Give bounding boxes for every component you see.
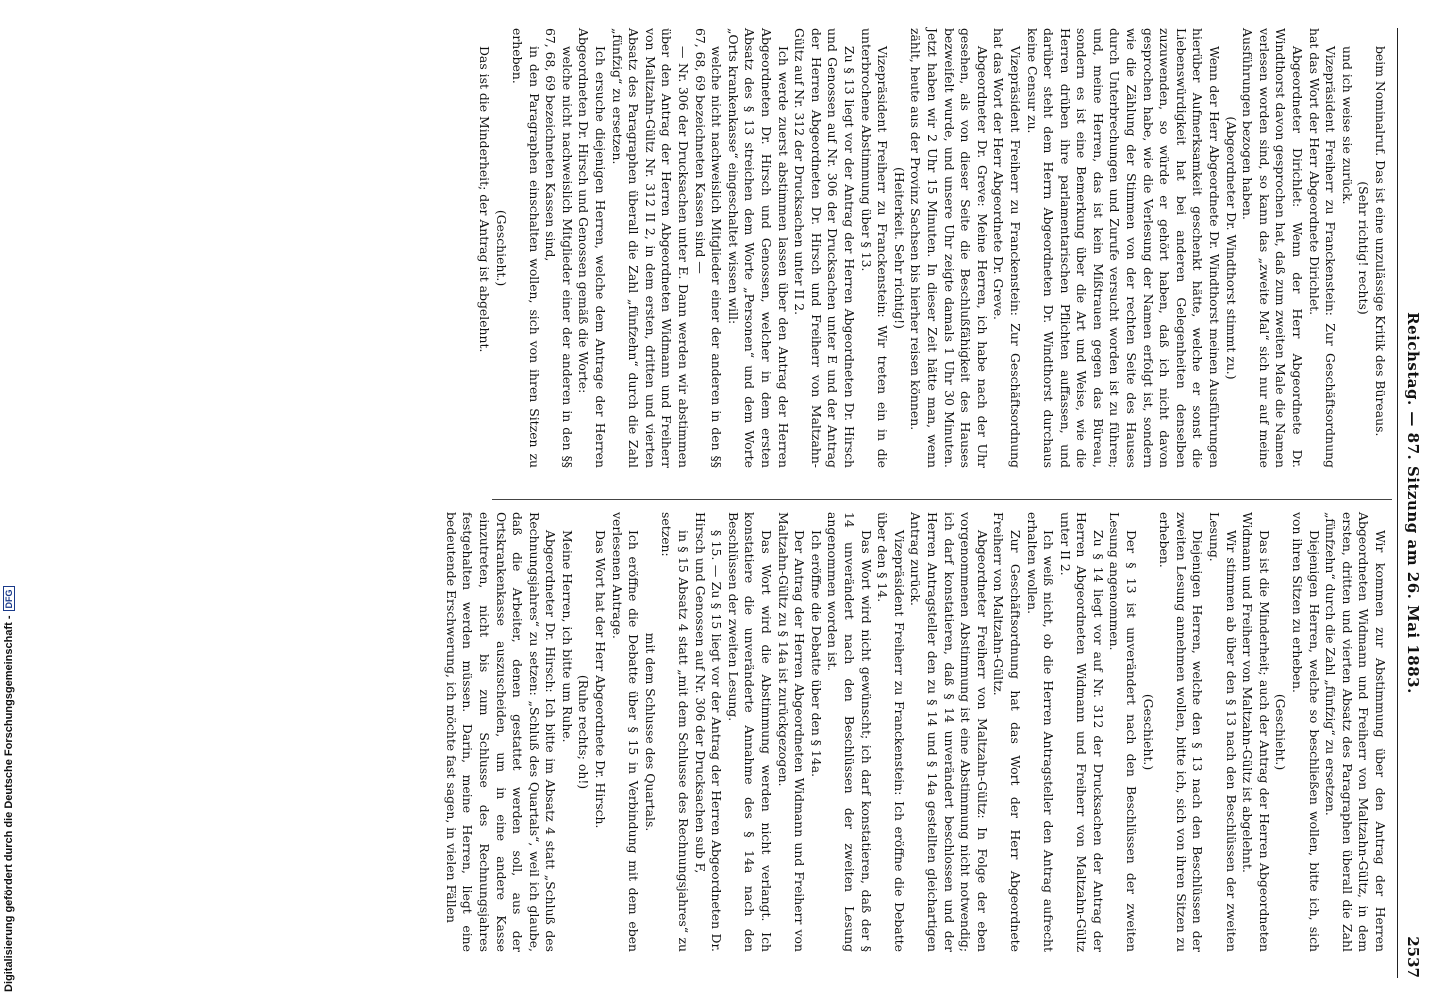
paragraph: Das ist die Minderheit; auch der Antrag der Herren Abgeordneten Widmann und Freiherr von Maltzahn-Gültz ist abgelehnt. <box>1240 512 1272 952</box>
paragraph: Abgeordneter Dirichlet: Wenn der Herr Abgeordnete Dr. Windthorst davon gesprochen hat, daß zum zweiten Male die Namen verlesen worden sind, so kann das „zweite Mal“ sich nur auf meine Ausführungen bezogen haben. <box>1240 28 1306 468</box>
margin-strip <box>0 0 20 1000</box>
paragraph: (Geschieht.) <box>1273 693 1289 771</box>
paragraph: Ich ersuche diejenigen Herren, welche dem Antrage der Herren Abgeordneten Dr. Hirsch und Genossen gemäß die Worte: <box>576 28 609 468</box>
paragraph: Abgeordneter Freiherr von Maltzahn-Gültz: In Folge der eben vorgenommenen Abstimmung ist eine Abstimmung nicht notwendig; ich darf konstatieren, daß § 14 unverändert beschlossen und der Herren Antragsteller den zu § 14 und § 14a gestellten gleichartigen Antrag zurück. <box>908 512 990 952</box>
paragraph: Ich weiß nicht, ob die Herren Antragsteller den Antrag aufrecht erhalten wollen. <box>1024 512 1057 952</box>
paragraph: Ich eröffne die Debatte über den § 14a. <box>808 530 824 778</box>
running-title: Reichstag. — 87. Sitzung am 26. Mai 1883. <box>1404 312 1422 694</box>
left-column <box>475 28 1388 468</box>
scanned-page <box>20 0 1432 1000</box>
paragraph: Ich werde zuerst abstimmen lassen über den Antrag der Herren Abgeordneten Dr. Hirsch und Genossen, welcher in dem ersten Absatz des § 13 streichen dem Worte „Personen“ und dem Worte „Orts krankenkasse“ eingeschaltet wissen will: <box>725 28 791 468</box>
paragraph: (Abgeordneter Dr. Windthorst stimmt zu.) <box>1223 116 1239 380</box>
credit-text: Digitalisierung gefördert durch die Deutsche Forschungsgemeinschaft - <box>3 615 15 992</box>
paragraph: Das Wort hat der Herr Abgeordnete Dr. Hirsch. <box>593 530 609 829</box>
paragraph: (Sehr richtig! rechts) <box>1356 181 1372 315</box>
right-column <box>442 512 1388 952</box>
paragraph: Zu § 13 liegt vor der Antrag der Herren Abgeordneten Dr. Hirsch und Genossen auf Nr. 306 der Drucksachen unter E und der Antrag der Herren Abgeordneten Dr. Hirsch und Freiherr von Maltzahn-Gültz auf Nr. 312 der Drucksachen unter II 2. <box>792 28 857 468</box>
paragraph: Ich eröffne die Debatte über § 15 in Verbindung mit dem eben verlesenen Antrage. <box>609 512 642 952</box>
paragraph: Vizepräsident Freiherr zu Franckenstein: Zur Geschäftsordnung hat das Wort der Herr Abgeordnete Dirichlet. <box>1306 28 1339 468</box>
paragraph: Der Antrag der Herren Abgeordneten Widmann und Freiherr von Maltzahn-Gültz zu § 14a ist zurückgezogen. <box>775 512 808 952</box>
paragraph: in den Paragraphen einschalten wollen, sich von ihren Sitzen zu erheben. <box>510 28 542 468</box>
paragraph: Wenn der Herr Abgeordnete Dr. Windthorst meinen Ausführungen hierüber Aufmerksamkeit geschenkt hätte, welche er sonst die Liebenswürdigkeit hat bei anderen Gelegenheiten denselben zuzuwenden, so würde er gehört haben, daß ich nicht davon gesprochen habe, wie die Verlesung der Namen erfolgt ist, sondern wie die Zählung der Stimmen von der rechten Seite des Hauses durch Unterbrechungen und Zurufe versucht worden ist zu führen; und, meine Herren, das ist kein Mißtrauen gegen das Büreau, sondern es ist eine Bemerkung über die Art und Weise, wie die Herren drüben ihre parlamentarischen Pflichten auffassen, und darüber steht dem Herrn Abgeordneten Dr. Windthorst durchaus keine Censur zu. <box>1024 28 1223 468</box>
paragraph: Zur Geschäftsordnung hat das Wort der Herr Abgeordnete Freiherr von Maltzahn-Gültz. <box>991 512 1023 952</box>
paragraph: Meine Herren, ich bitte um Ruhe. <box>559 530 575 743</box>
paragraph: welche nicht nachweislich Mitglieder einer der anderen in den §§ 67, 68, 69 bezeichneten Kassen sind — <box>692 28 725 468</box>
paragraph: — Nr. 306 der Drucksachen unter E. Dann werden wir abstimmen über den Antrag der Herren Abgeordneten Widmann und Freiherr von Maltzahn-Gültz Nr. 312 II 2, in dem ersten, dritten und vierten Absatz des Paragraphen überall die Zahl „fünfzehn“ durch die Zahl „fünfzig“ zu ersetzen. <box>609 28 692 468</box>
paragraph: Das Wort wird die Abstimmung werden nicht verlangt. Ich konstatiere die unveränderte Annahme des § 14a nach den Beschlüssen der zweiten Lesung. <box>725 512 775 952</box>
paragraph: beim Nominalruf. Das ist eine unzulässige Kritik des Büreaus. <box>1373 46 1388 437</box>
header-rule <box>1397 28 1398 978</box>
paragraph: § 15. — Zu § 15 liegt vor der Antrag der Herren Abgeordneten Dr. Hirsch und Genossen auf Nr. 306 der Drucksachen sub F, <box>692 512 725 952</box>
paragraph: Abgeordneter Dr. Hirsch: Ich bitte im Absatz 4 statt „Schluß des Rechnungsjahres“ zu setzen: „Schluß des Quartals“, weil ich glaube, daß die Arbeiter, denen gestattet werden soll, aus der Ortskrankenkasse auszuscheiden, um in eine andere Kasse einzutreten, nicht bis zum Schlusse des Rechnungsjahres festgehalten werden müssen. Darin, meine Herren, liegt eine bedeutende Erschwerung, ich möchte fast sagen, in vielen Fällen <box>443 512 559 952</box>
page-number: 2537 <box>1404 936 1422 978</box>
paragraph: Zu § 14 liegt vor auf Nr. 312 der Drucksachen der Antrag der Herren Abgeordneten Widmann und Freiherr von Maltzahn-Gültz unter II 2. <box>1057 512 1106 952</box>
paragraph: (Geschieht.) <box>1140 693 1156 771</box>
paragraph: (Geschieht.) <box>493 209 509 287</box>
paragraph: Diejenigen Herren, welche so beschließen wollen, bitte ich, sich von ihren Sitzen zu erheben. <box>1290 512 1322 952</box>
dfg-logo: DFG <box>3 586 15 611</box>
paragraph: Wir kommen zur Abstimmung über den Antrag der Herren Abgeordneten Widmann und Freiherr von Maltzahn-Gültz, in dem ersten, dritten und vierten Absatz des Paragraphen überall die Zahl „fünfzehn“ durch die Zahl „fünfzig“ zu ersetzen. <box>1323 512 1388 952</box>
paragraph: Das ist die Minderheit; der Antrag ist abgelehnt. <box>476 46 492 353</box>
paragraph: Wir stimmen ab über den § 13 nach den Beschlüssen der zweiten Lesung. <box>1207 512 1239 952</box>
paragraph: Das Wort wird nicht gewünscht; ich darf konstatieren, daß der § 14 unverändert nach den Beschlüssen der zweiten Lesung angenommen worden ist. <box>825 512 874 952</box>
column-divider <box>492 499 1392 500</box>
paragraph: (Ruhe rechts; oh!) <box>576 674 592 790</box>
paragraph: Vizepräsident Freiherr zu Franckenstein: Zur Geschäftsordnung hat das Wort der Herr Abgeordnete Dr. Greve. <box>991 28 1023 468</box>
page-header <box>1400 28 1426 978</box>
digitization-credit <box>3 586 15 992</box>
paragraph: mit dem Schlusse des Quartals. <box>642 632 658 832</box>
paragraph: in § 15 Absatz 4 statt „mit dem Schlusse des Rechnungsjahres“ zu setzen: <box>659 512 692 952</box>
paragraph: Der § 13 ist unverändert nach den Beschlüssen der zweiten Lesung angenommen. <box>1107 512 1140 952</box>
paragraph: Diejenigen Herren, welche den § 13 nach den Beschlüssen der zweiten Lesung annehmen wollen, bitte ich, sich von ihren Sitzen zu erheben. <box>1157 512 1206 952</box>
paragraph: Vizepräsident Freiherr zu Franckenstein: Ich eröffne die Debatte über den § 14. <box>875 512 907 952</box>
paragraph: (Heiterkeit. Sehr richtig!) <box>891 167 907 329</box>
paragraph: und ich weise sie zurück. <box>1339 46 1355 205</box>
paragraph: Abgeordneter Dr. Greve: Meine Herren, ich habe nach der Uhr gesehen, als von dieser Seite die Beschlußfähigkeit des Hauses bezweifelt wurde, und unsere Uhr zeigte damals 1 Uhr 30 Minuten. Jetzt haben wir 2 Uhr 15 Minuten. In dieser Zeit hätte man, wenn zählt, heute aus der Provinz Sachsen bis hierher reisen können. <box>908 28 990 468</box>
paragraph: welche nicht nachweislich Mitglieder einer der anderen in den §§ 67, 68, 69 bezeichneten Kassen sind, <box>543 28 575 468</box>
paragraph: Vizepräsident Freiherr zu Franckenstein: Wir treten ein in die unterbrochene Abstimmung über § 13. <box>858 28 891 468</box>
